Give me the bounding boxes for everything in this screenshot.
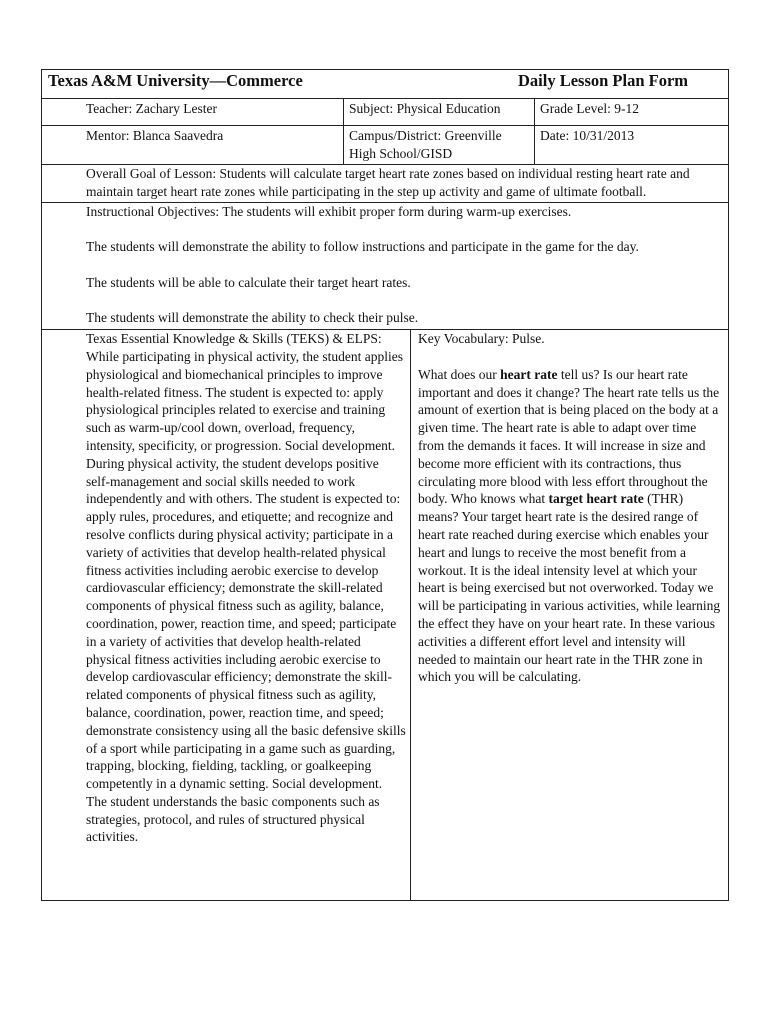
vocab-term-target-heart-rate: target heart rate (548, 491, 644, 507)
grade-cell: Grade Level: 9-12 (535, 99, 729, 126)
vocab-cell (411, 330, 729, 901)
vocab-text: tell us? Is our heart rate important and does it change? The heart rate tells us the amount of exertion that is being placed on the body at a given time. The heart rate is able to adapt over time from the demands it faces. It will increase in size and become more efficient with its contractions, thus circulating more blood with less effort throughout the body. Who knows what (418, 366, 720, 507)
vocab-text: What does our (418, 366, 501, 382)
objective-item: Instructional Objectives: The students will exhibit proper form during warm-up exercises. (86, 203, 572, 219)
university-title: Texas A&M University—Commerce (48, 71, 303, 90)
header-cell (42, 70, 729, 99)
date-cell: Date: 10/31/2013 (535, 126, 729, 165)
mentor-cell: Mentor: Blanca Saavedra (42, 126, 344, 165)
objective-item: The students will demonstrate the ability to check their pulse. (86, 310, 419, 326)
goal-cell: Overall Goal of Lesson: Students will calculate target heart rate zones based on individual resting heart rate and maintain target heart rate zones while participating in the step up activity and game of ultimate football. (42, 165, 729, 203)
objectives-cell (42, 202, 729, 330)
info-row-2 (42, 126, 729, 165)
vocab-text: (THR) means? Your target heart rate is the desired range of heart rate reached during exercise which enables your heart and lungs to receive the most benefit from a workout. It is the ideal intensity level at which your heart is being exercised but not overworked. Today we will be participating in various activities, while learning the effect they have on your heart rate. In these various activities a different effort level and intensity will needed to maintain our heart rate in the THR zone in which you will be calculating. (418, 491, 721, 685)
vocab-heading: Key Vocabulary: Pulse. (418, 331, 545, 347)
goal-row (42, 165, 729, 203)
teks-cell: Texas Essential Knowledge & Skills (TEKS) & ELPS: While participating in physical activity, the student applies physiological and biomechanical principles to improve health-related fitness. The student is expected to: apply physiological principles related to exercise and training such as warm-up/cool down, overload, frequency, intensity, specificity, or progression. Social development. During physical activity, the student develops positive self-management and social skills needed to work independently and with others. The student is expected to: apply rules, procedures, and etiquette; and recognize and resolve conflicts during physical activity; participate in a variety of activities that develop health-related physical fitness activities including aerobic exercise to develop cardiovascular efficiency; demonstrate the skill-related components of physical fitness such as agility, balance, coordination, power, reaction time, and speed; participate in a variety of activities that develop health-related physical fitness activities including aerobic exercise to develop cardiovascular efficiency; demonstrate the skill-related components of physical fitness such as agility, balance, coordination, power, reaction time, and speed; demonstrate consistency using all the basic defensive skills of a sport while participating in a game such as guarding, trapping, blocking, fielding, tackling, or goalkeeping competently in a dynamic setting. Social development. The student understands the basic components such as strategies, protocol, and rules of structured physical activities. (42, 330, 411, 901)
objective-item: The students will be able to calculate their target heart rates. (86, 274, 411, 290)
form-title: Daily Lesson Plan Form (517, 71, 689, 90)
objectives-row (42, 202, 729, 330)
vocab-paragraph (418, 366, 722, 686)
header-row (42, 70, 729, 99)
vocab-term-heart-rate: heart rate (500, 366, 558, 382)
content-row (42, 330, 729, 901)
lesson-plan-form (41, 69, 728, 901)
campus-cell: Campus/District: Greenville High School/GISD (344, 126, 535, 165)
teacher-cell: Teacher: Zachary Lester (42, 99, 344, 126)
lesson-plan-table (41, 69, 729, 901)
objective-item: The students will demonstrate the ability to follow instructions and participate in the game for the day. (86, 239, 639, 255)
subject-cell: Subject: Physical Education (344, 99, 535, 126)
info-row-1 (42, 99, 729, 126)
